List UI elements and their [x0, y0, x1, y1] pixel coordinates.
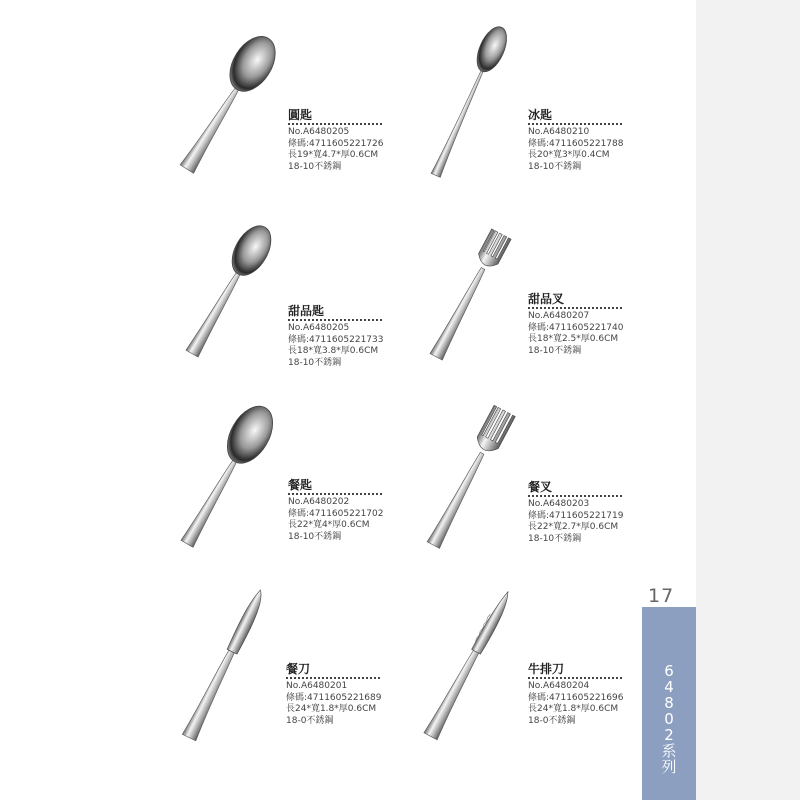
product-name: 餐刀 — [286, 662, 311, 676]
divider — [528, 123, 622, 125]
series-char: 系 — [661, 742, 677, 760]
page-number: 17 — [648, 585, 675, 607]
product-barcode: 條碼:4711605221689 — [286, 692, 382, 703]
product-material: 18-0不銹鋼 — [286, 715, 334, 726]
product-material: 18-10不銹鋼 — [528, 533, 582, 544]
product-material: 18-0不銹鋼 — [528, 715, 576, 726]
product-material: 18-10不銹鋼 — [528, 161, 582, 172]
product-material: 18-10不銹鋼 — [288, 161, 342, 172]
product-number: No.A6480210 — [528, 127, 590, 137]
product-number: No.A6480205 — [288, 127, 350, 137]
divider — [288, 123, 382, 125]
table-fork-icon — [412, 398, 527, 558]
product-size: 長24*寬1.8*厚0.6CM — [528, 704, 619, 714]
series-label — [642, 663, 696, 775]
product-size: 長20*寬3*厚0.4CM — [528, 150, 610, 160]
product-number: No.A6480202 — [288, 497, 350, 507]
product-number: No.A6480205 — [288, 323, 350, 333]
divider — [288, 493, 382, 495]
series-char: 6 — [664, 662, 674, 680]
product-size: 長18*寬3.8*厚0.6CM — [288, 346, 379, 356]
dessert-spoon-icon — [172, 218, 282, 368]
product-barcode: 條碼:4711605221702 — [288, 508, 384, 519]
product-barcode: 條碼:4711605221719 — [528, 510, 624, 521]
divider — [286, 677, 380, 679]
product-material: 18-10不銹鋼 — [288, 531, 342, 542]
series-char: 8 — [664, 694, 674, 712]
product-number: No.A6480201 — [286, 681, 348, 691]
product-number: No.A6480204 — [528, 681, 590, 691]
product-name: 餐匙 — [288, 478, 313, 492]
product-number: No.A6480207 — [528, 311, 590, 321]
series-char: 列 — [661, 758, 677, 776]
product-barcode: 條碼:4711605221740 — [528, 322, 624, 333]
product-name: 圓匙 — [288, 108, 313, 122]
product-barcode: 條碼:4711605221726 — [288, 138, 384, 149]
product-name: 甜品叉 — [528, 292, 565, 306]
product-material: 18-10不銹鋼 — [528, 345, 582, 356]
product-material: 18-10不銹鋼 — [288, 357, 342, 368]
divider — [288, 319, 382, 321]
product-barcode: 條碼:4711605221733 — [288, 334, 384, 345]
product-size: 長19*寬4.7*厚0.6CM — [288, 150, 379, 160]
product-number: No.A6480203 — [528, 499, 590, 509]
product-name: 餐叉 — [528, 480, 553, 494]
product-name: 冰匙 — [528, 108, 553, 122]
product-size: 長22*寬2.7*厚0.6CM — [528, 522, 619, 532]
series-char: 0 — [664, 710, 674, 728]
product-barcode: 條碼:4711605221696 — [528, 692, 624, 703]
divider — [528, 495, 622, 497]
round-spoon-icon — [170, 28, 280, 188]
product-size: 長22*寬4*厚0.6CM — [288, 520, 370, 530]
page-margin-strip — [696, 0, 800, 800]
divider — [528, 677, 622, 679]
steak-knife-icon — [412, 580, 527, 750]
product-name: 甜品匙 — [288, 304, 325, 318]
product-name: 牛排刀 — [528, 662, 565, 676]
ice-spoon-icon — [412, 20, 522, 190]
series-tab — [642, 607, 696, 800]
divider — [528, 307, 622, 309]
table-knife-icon — [168, 580, 283, 750]
series-char: 2 — [664, 726, 674, 744]
product-size: 長18*寬2.5*厚0.6CM — [528, 334, 619, 344]
product-size: 長24*寬1.8*厚0.6CM — [286, 704, 377, 714]
series-char: 4 — [664, 678, 674, 696]
dessert-fork-icon — [414, 220, 524, 370]
product-barcode: 條碼:4711605221788 — [528, 138, 624, 149]
table-spoon-icon — [168, 398, 283, 558]
